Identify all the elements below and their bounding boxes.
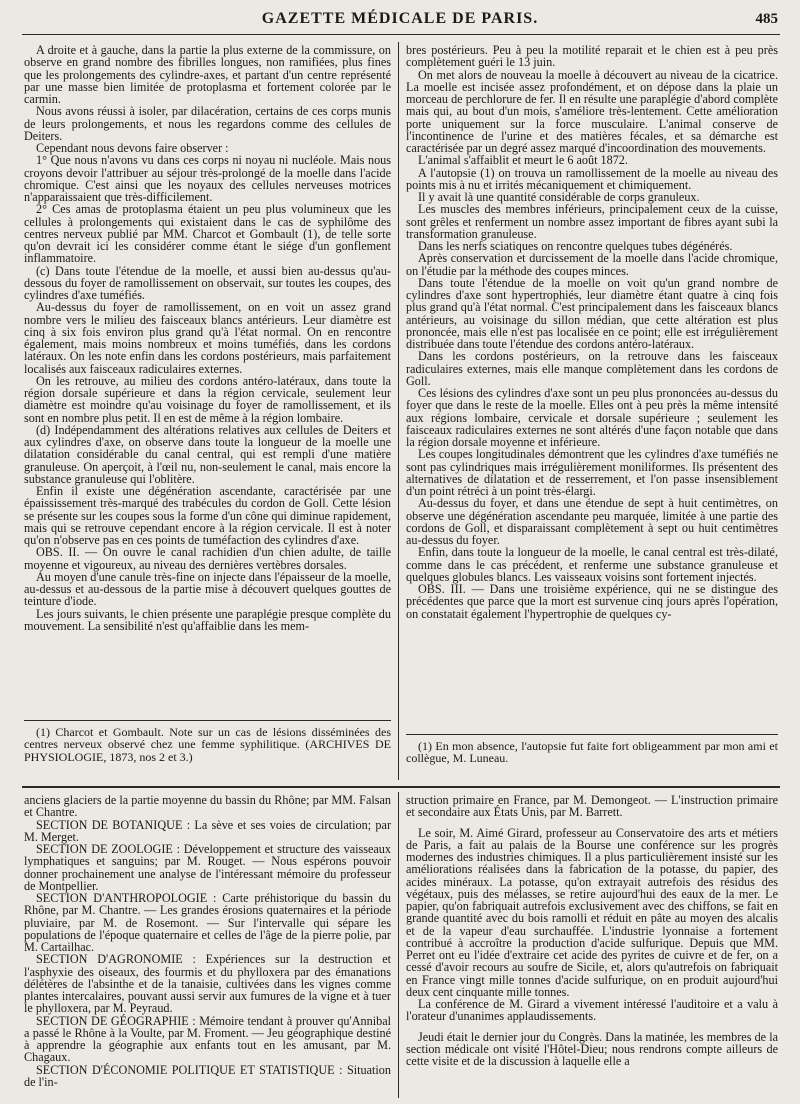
paragraph: Cependant nous devons faire observer : bbox=[36, 141, 229, 155]
paragraph: L'animal s'affaiblit et meurt le 6 août 1872. bbox=[418, 153, 628, 168]
paragraph: Après conservation et durcissement de la moelle dans l'acide chromique, on l'étudie par la méthode des coupes minces. bbox=[406, 251, 778, 278]
footnote-rule-right bbox=[406, 734, 778, 735]
paragraph: La conférence de M. Girard a vivement intéressé l'auditoire et a valu à l'orateur d'unanimes applaudissements. bbox=[406, 997, 778, 1024]
paragraph: Au moyen d'une canule très-fine on injecte dans l'épaisseur de la moelle, au-dessus et au-dessous de la partie mise à découvert quelques gouttes de teinture d'iode. bbox=[24, 569, 391, 609]
paragraph: Les coupes longitudinales démontrent que les cylindres d'axe tuméfiés ne sont pas cylindriques mais irrégulièrement moniliformes. Ils présentent des alternatives de dilatation et de resserrement, et l'on passe insensiblement d'un point rétréci à un point très-élargi. bbox=[406, 447, 778, 498]
paragraph: anciens glaciers de la partie moyenne du bassin du Rhône; par MM. Falsan et Chantre. bbox=[24, 794, 391, 820]
paragraph: Au-dessus du foyer de ramollissement, on en voit un assez grand nombre vers le milieu des faisceaux blancs antérieurs. Leur diamètre est cinq à six fois environ plus grand qu'à l'état normal. On en rencontre également, mais moins nombreux et moins tuméfiés, dans les cordons latéraux. On les note enfin dans les cordons postérieurs, mais parfaitement localisés aux faisceaux radiculaires externes. bbox=[24, 300, 391, 376]
paragraph: Enfin, dans toute la longueur de la moelle, le canal central est très-dilaté, comme dans le cas précédent, et renferme une substance granuleuse et quelques globules blancs. Les vaisseaux voisins sont fortement injectés. bbox=[406, 545, 778, 584]
lower-left-column bbox=[24, 794, 391, 1098]
header-rule bbox=[22, 34, 780, 35]
section-entry: SECTION D'ANTHROPOLOGIE : Carte préhistorique du bassin du Rhône, par M. Chantre. — Les grandes érosions quaternaires et la période pluviaire, par M. de Rosemont. — Sur l'intervalle qui sépare les populations de l'époque quaternaire et celles de l'âge de la pierre polie, par M. Cartailhac. bbox=[24, 891, 391, 954]
paragraph: Dans toute l'étendue de la moelle on voit qu'un grand nombre de cylindres d'axe sont hypertrophiés, leur diamètre étant quatre à cinq fois plus grand qu'à l'état normal. C'est principalement dans les faisceaux blancs antérieurs, au voisinage du sillon médian, que cette altération est plus prononcée, mais elle n'est pas localisée en ce point; elle est irrégulièrement distribuée dans toute l'étendue des cordons antéro-latéraux. bbox=[406, 275, 778, 351]
paragraph: Ces lésions des cylindres d'axe sont un peu plus prononcées au-dessus du foyer que dans le reste de la moelle. Elles ont à peu près la même intensité aux régions lombaire, cervicale et dorsale supérieure ; seulement les faisceaux radiculaires externes ne sont altérés d'une façon notable que dans la région dorsale moyenne et inférieure. bbox=[406, 386, 778, 449]
footnote-rule-left bbox=[24, 720, 391, 721]
lower-right-column bbox=[406, 794, 778, 1098]
paragraph: Dans les nerfs sciatiques on rencontre quelques tubes dégénérés. bbox=[418, 239, 733, 253]
observation-heading: OBS. II. — On ouvre le canal rachidien d'un chien adulte, de taille moyenne et vigoureux, au niveau des dernières vertèbres dorsales. bbox=[24, 545, 391, 572]
paragraph: (d) Indépendamment des altérations relatives aux cellules de Deiters et aux cylindres d'axe, on observe dans toute la longueur de la moelle une dilatation considérable du canal central, qui est rempli d'une matière granuleuse. On aperçoit, à l'œil nu, non-seulement le canal, mais encore la substance granuleuse qui l'oblitère. bbox=[24, 422, 391, 486]
upper-right-column bbox=[406, 44, 778, 724]
footnote-left bbox=[24, 726, 391, 778]
paragraph: Il y avait là une quantité considérable de corps granuleux. bbox=[418, 190, 700, 204]
upper-left-column bbox=[24, 44, 391, 710]
paragraph: Au-dessus du foyer, et dans une étendue de sept à huit centimètres, on observe une dégénération ascendante peu marquée, limitée à une partie des cordons de Goll, et disparaissant complètement à sept ou huit centimètres au-dessus du foyer. bbox=[406, 496, 778, 547]
journal-title: GAZETTE MÉDICALE DE PARIS. bbox=[261, 10, 539, 27]
paragraph: A l'autopsie (1) on trouva un ramollissement de la moelle au niveau des points mis à nu et irrités mécaniquement et chimiquement. bbox=[406, 165, 778, 192]
page-header bbox=[0, 10, 800, 34]
paragraph: (c) Dans toute l'étendue de la moelle, et aussi bien au-dessus qu'au-dessous du foyer de ramollissement on observait, sur toutes les coupes, des cylindres d'axe tuméfiés. bbox=[24, 263, 391, 302]
section-entry: SECTION D'ÉCONOMIE POLITIQUE ET STATISTIQUE : Situation de l'in- bbox=[24, 1062, 391, 1089]
paragraph: Jeudi était le dernier jour du Congrès. Dans la matinée, les membres de la section médicale ont visité l'Hôtel-Dieu; nous rendrons compte ailleurs de cette visite et de la discussion à laquelle elle a bbox=[406, 1029, 778, 1068]
paragraph: bres postérieurs. Peu à peu la motilité reparait et le chien est à peu près complètement guéri le 13 juin. bbox=[406, 44, 778, 70]
paragraph: struction primaire en France, par M. Demongeot. — L'instruction primaire et secondaire aux États Unis, par M. Barrett. bbox=[406, 794, 778, 820]
footnote-text: (1) Charcot et Gombault. Note sur un cas de lésions disséminées des centres nerveux observé chez une femme syphilitique. (ARCHIVES DE PHYSIOLOGIE, 1873, nos 2 et 3.) bbox=[24, 726, 391, 764]
footnote-right bbox=[406, 740, 778, 778]
paragraph: 2° Ces amas de protoplasma étaient un peu plus volumineux que les cellules à prolongements qui existaient dans le cas de syphilôme des centres nerveux publié par MM. Charcot et Gombault (1), de telle sorte qu'on devrait ici les considérer comme étant le siége d'un gonflement inflammatoire. bbox=[24, 202, 391, 266]
section-entry: SECTION DE ZOOLOGIE : Développement et structure des vaisseaux lymphatiques et sanguins; par M. Rouget. — Nous espérons pouvoir donner prochainement une analyse de l'intéressant mémoire du professeur de Montpellier. bbox=[24, 842, 391, 893]
paragraph: A droite et à gauche, dans la partie la plus externe de la commissure, on observe en grand nombre des fibrilles longues, non ramifiées, plus fines que les prolongements des cylindre-axes, et partant d'un centre représenté par une masse bien limitée de protoplasma et fortement colorée par le carmin. bbox=[24, 44, 391, 106]
section-separator bbox=[22, 786, 780, 788]
paragraph: Les muscles des membres inférieurs, principalement ceux de la cuisse, sont grêles et renferment un nombre assez important de fibres ayant subi la transformation granuleuse. bbox=[406, 202, 778, 241]
observation-heading: OBS. III. — Dans une troisième expérience, qui ne se distingue des précédentes que parce que la mort est survenue cinq jours après l'opération, on constatait également l'hypertrophie de quelques cy- bbox=[406, 582, 778, 621]
paragraph: Enfin il existe une dégénération ascendante, caractérisée par une épaississement très-marqué des trabécules du cordon de Goll. Cette lésion se présente sur les coupes sous la forme d'un cône qui diminue rapidement, mais qui se retrouve cependant encore à la région cervicale. Il est à noter qu'on n'observe pas en ces points de tuméfaction des cylindres d'axe. bbox=[24, 484, 391, 547]
paragraph: Le soir, M. Aimé Girard, professeur au Conservatoire des arts et métiers de Paris, a fait au palais de la Bourse une conférence sur les progrès modernes des industries chimiques. Il a plus particulièrement insisté sur les améliorations réalisées dans la fabrication de la potasse, du papier, des acides minéraux. La potasse, qu'on extrayait autrefois des résidus des végétaux, puis des mélasses, se retire aujourd'hui des eaux de la mer. Le papier, qu'on fabriquait autrefois exclusivement avec des chiffons, se fait en grande quantité avec du bois ramolli et réduit en pâte au moyen des alcalis et de la vapeur d'eau surchauffée. L'industrie lyonnaise a fortement contribué à accroître la production d'acide sulfurique. Depuis que MM. Perret ont eu l'idée d'extraire cet acide des pyrites de cuivre et de fer, on a cessé d'avoir recours au soufre de Sicile, et, alors qu'autrefois on fabriquait en France vingt mille tonnes d'acide sulfurique, on en produit aujourd'hui deux cent cinquante mille tonnes. bbox=[406, 825, 778, 999]
paragraph: 1° Que nous n'avons vu dans ces corps ni noyau ni nucléole. Mais nous croyons devoir l'attribuer au séjour très-prolongé de la moelle dans l'acide chromique. C'est ainsi que les noyaux des cellules nerveuses motrices n'apparaissaient que très-difficilement. bbox=[24, 153, 391, 204]
section-entry: SECTION D'AGRONOMIE : Expériences sur la destruction et l'asphyxie des oiseaux, des fourmis et du phylloxera par des émanations délétères de l'absinthe et de la tanaisie, cultivées dans les vignes comme plantes intercalaires, pouvant aussi servir aux fumures de la vigne et à tuer le phylloxera, par M. Peyraud. bbox=[24, 952, 391, 1016]
lower-column-divider bbox=[398, 792, 399, 1098]
section-entry: SECTION DE BOTANIQUE : La sève et ses voies de circulation; par M. Merget. bbox=[24, 817, 391, 844]
section-entry: SECTION DE GÉOGRAPHIE : Mémoire tendant à prouver qu'Annibal a passé le Rhône à la Voulte, par M. Froment. — Jeu géographique destiné à apprendre la géographie aux enfants tout en les amusant, par M. Chagaux. bbox=[24, 1013, 391, 1065]
page-number: 485 bbox=[755, 11, 778, 27]
paragraph: Nous avons réussi à isoler, par dilacération, certains de ces corps munis de leurs prolongements, et nous les regardons comme des cellules de Deiters. bbox=[24, 104, 391, 143]
paragraph: On les retrouve, au milieu des cordons antéro-latéraux, dans toute la région dorsale supérieure et dans la région cervicale, seulement leur diamètre est moindre qu'au voisinage du foyer de ramollissement, et ils sont en nombre plus petit. Il en est de même à la région lombaire. bbox=[24, 373, 391, 425]
footnote-text: (1) En mon absence, l'autopsie fut faite fort obligeamment par mon ami et collègue, M. Luneau. bbox=[406, 740, 778, 766]
column-divider bbox=[398, 42, 399, 780]
paragraph: Dans les cordons postérieurs, on la retrouve dans les faisceaux radiculaires externes, mais elle manque complètement dans les cordons de Goll. bbox=[406, 349, 778, 388]
paragraph: Les jours suivants, le chien présente une paraplégie presque complète du mouvement. La sensibilité n'est qu'affaiblie dans les mem- bbox=[24, 606, 391, 633]
paragraph: On met alors de nouveau la moelle à découvert au niveau de la cicatrice. La moelle est incisée assez profondément, et on dépose dans la plaie un morceau de perchlorure de fer. Il en résulte une paraplégie d'abord complète mais qui, au bout d'un mois, s'améliore très-lentement. Cette amélioration porte uniquement sur la force musculaire. L'animal conserve de l'incontinence de l'urine et des matières fécales, et sa démarche est caractérisée par un degré assez marqué d'incoordination des mouvements. bbox=[406, 67, 778, 155]
